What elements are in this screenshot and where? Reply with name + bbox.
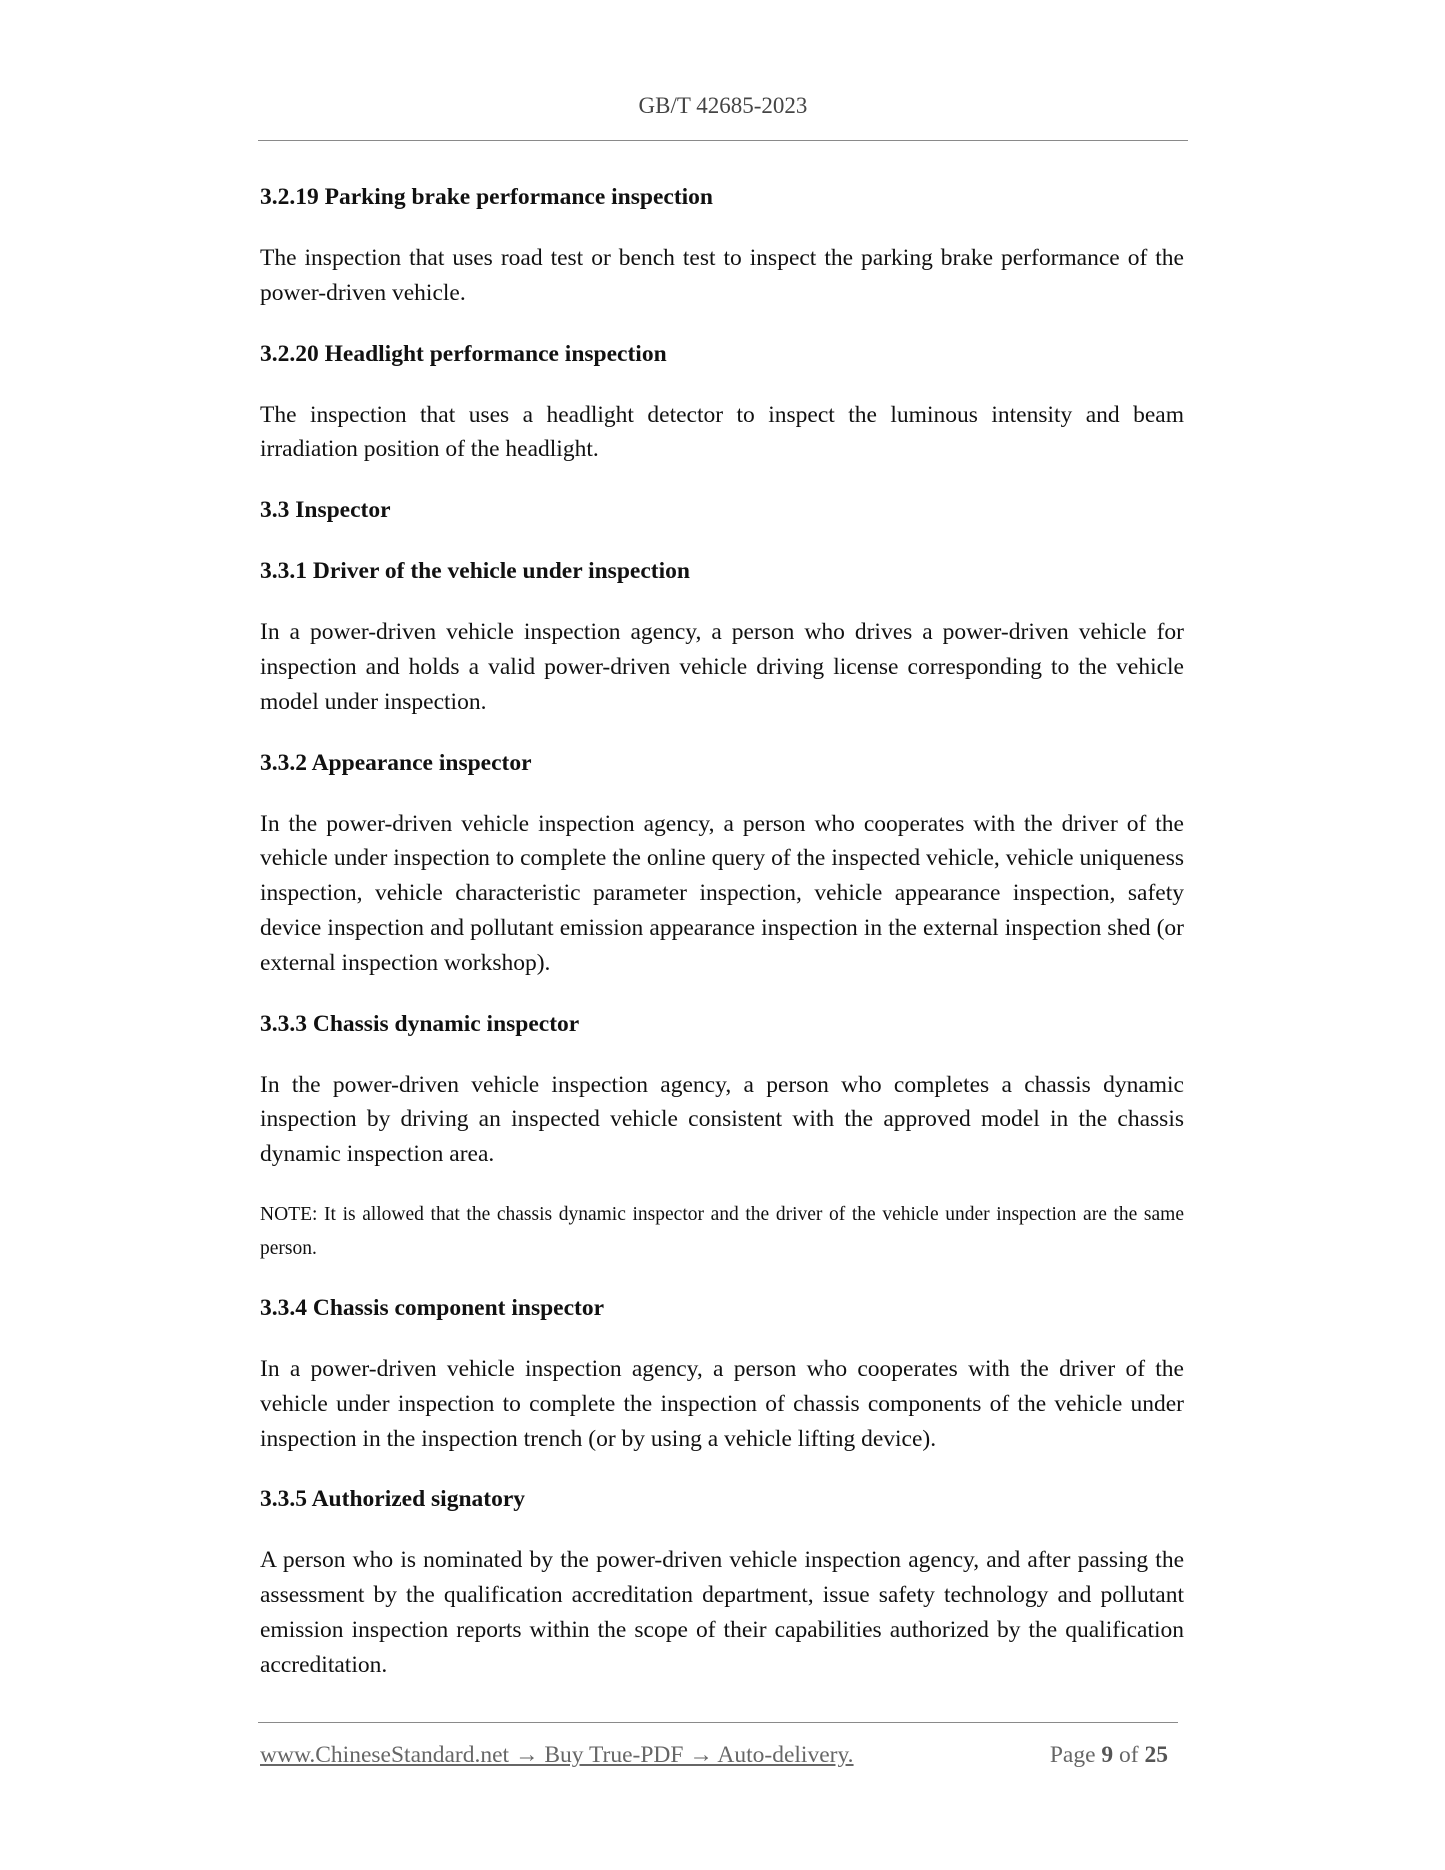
section-heading-3-2-20: 3.2.20 Headlight performance inspection: [260, 340, 667, 367]
section-heading-3-3: 3.3 Inspector: [260, 497, 391, 524]
footer-divider: [258, 1722, 1178, 1723]
section-body-3-3-2: In the power-driven vehicle inspection agency, a person who cooperates with the driver of the vehicle under inspection to complete the online query of the inspected vehicle, vehicle uniqueness inspection, vehicle characteristic parameter inspection, vehicle appearance inspection, safety device inspection and pollutant emission appearance inspection in the external inspection shed (or external inspection workshop).: [260, 810, 1184, 976]
section-body-3-3-1: In a power-driven vehicle inspection agency, a person who drives a power-driven vehicle for inspection and holds a valid power-driven vehicle driving license corresponding to the vehicle model under inspection.: [260, 619, 1184, 715]
page-total: 25: [1144, 1742, 1168, 1768]
section-heading-3-3-4: 3.3.4 Chassis component inspector: [260, 1294, 605, 1321]
section-body-3-3-3: In the power-driven vehicle inspection agency, a person who completes a chassis dynamic inspection by driving an inspected vehicle consistent with the approved model in the chassis dynamic inspection area.: [260, 1071, 1184, 1168]
section-heading-3-3-2: 3.3.2 Appearance inspector: [260, 749, 532, 776]
header-divider: [258, 140, 1188, 141]
section-note-3-3-3: NOTE: It is allowed that the chassis dynamic inspector and the driver of the vehicle under inspection are the same person.: [260, 1203, 1184, 1260]
page-footer: [260, 1742, 1178, 1776]
section-heading-3-2-19: 3.2.19 Parking brake performance inspection: [260, 184, 713, 210]
page-indicator: [1050, 1742, 1168, 1769]
section-body-3-2-20: The inspection that uses a headlight detector to inspect the luminous intensity and beam irradiation position of the headlight.: [260, 401, 1184, 463]
page-label: Page: [1049, 1742, 1096, 1768]
page-of-label: of: [1119, 1742, 1139, 1768]
page-current: 9: [1101, 1742, 1114, 1768]
section-body-3-3-4: In a power-driven vehicle inspection agency, a person who cooperates with the driver of the vehicle under inspection to complete the inspection of chassis components of the vehicle under inspection in the inspection trench (or by using a vehicle lifting device).: [260, 1355, 1184, 1452]
section-heading-3-3-3: 3.3.3 Chassis dynamic inspector: [260, 1010, 580, 1037]
section-body-3-2-19: The inspection that uses road test or bench test to inspect the parking brake performance of the power-driven vehicle.: [260, 245, 1184, 306]
page-header-title: GB/T 42685-2023: [638, 93, 808, 118]
section-heading-3-3-1: 3.3.1 Driver of the vehicle under inspection: [260, 558, 690, 585]
document-body: [260, 180, 1184, 1709]
section-heading-3-3-5: 3.3.5 Authorized signatory: [260, 1486, 526, 1513]
section-body-3-3-5: A person who is nominated by the power-driven vehicle inspection agency, and after passing the assessment by the qualification accreditation department, issue safety technology and pollutant emission inspection reports within the scope of their capabilities authorized by the qualification accreditation.: [260, 1547, 1184, 1678]
footer-store-link[interactable]: www.ChineseStandard.net → Buy True-PDF → Auto-delivery.: [260, 1742, 854, 1768]
